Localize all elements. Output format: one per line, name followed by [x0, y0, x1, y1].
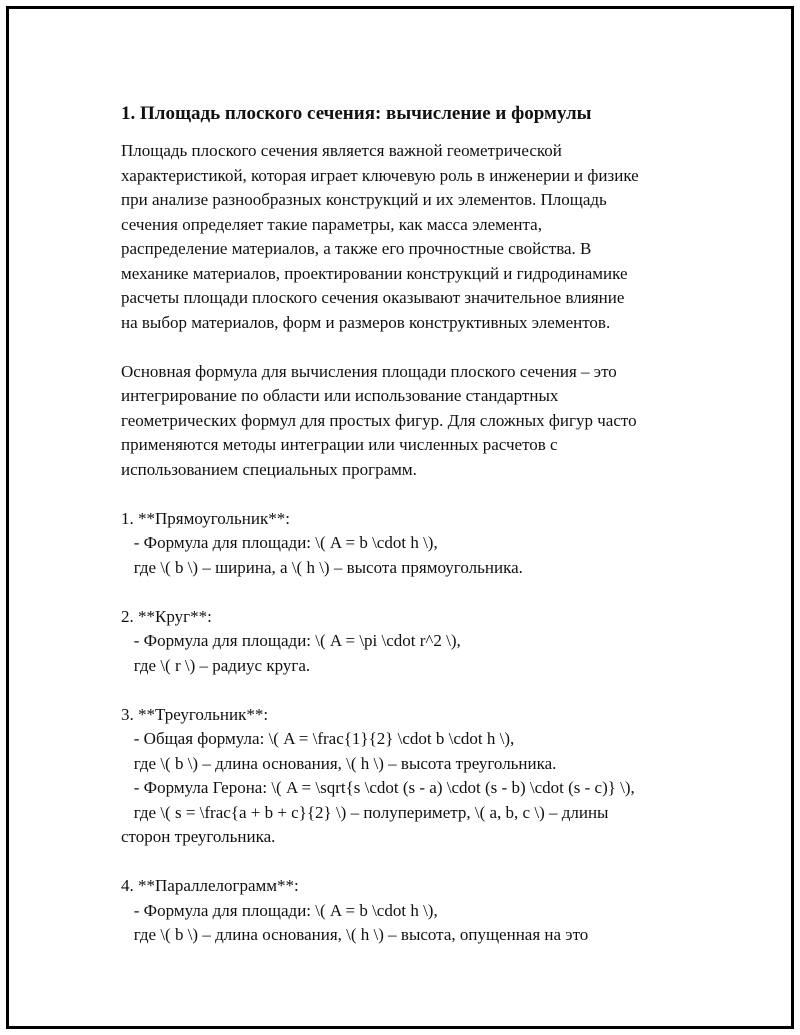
list-spacer — [121, 850, 721, 875]
list-item-circle — [121, 605, 721, 679]
list-item-heading: 2. **Круг**: — [121, 606, 212, 626]
list-item-line: сторон треугольника. — [121, 827, 276, 846]
list-item-line: - Формула Герона: \( A = \sqrt{s \cdot (s - a) \cdot (s - b) \cdot (s - c)} \), — [121, 778, 635, 797]
intro-paragraph: Площадь плоского сечения является важной геометрической характеристикой, которая играет ключевую роль в инженерии и физике при анализе разнообразных конструкций и их элементов. Площадь сечения определяет такие параметры, как масса элемента, распределение материалов, а также его прочностные свойства. В механике материалов, проектировании конструкций и гидродинамике расчеты площади плоского сечения оказывают значительное влияние на выбор материалов, форм и размеров конструктивных элементов. — [121, 141, 639, 332]
document-title: 1. Площадь плоского сечения: вычисление и формулы — [121, 103, 592, 124]
page-frame — [6, 6, 794, 1029]
list-item-parallelogram — [121, 874, 721, 948]
list-item-rectangle — [121, 507, 721, 581]
list-item-heading: 3. **Треугольник**: — [121, 704, 269, 724]
list-item-line: где \( b \) – длина основания, \( h \) – высота треугольника. — [121, 753, 557, 773]
list-item-line: где \( b \) – ширина, а \( h \) – высота прямоугольника. — [121, 557, 523, 577]
list-item-line: - Формула для площади: \( A = b \cdot h \), — [121, 533, 438, 552]
document-body — [121, 101, 721, 948]
list-item-triangle — [121, 703, 721, 850]
list-item-line: где \( r \) – радиус круга. — [121, 655, 311, 675]
list-item-line: - Общая формула: \( A = \frac{1}{2} \cdot b \cdot h \), — [121, 729, 515, 748]
list-item-line: где \( b \) – длина основания, \( h \) – высота, опущенная на это — [121, 925, 589, 944]
list-spacer — [121, 580, 721, 605]
formula-paragraph: Основная формула для вычисления площади плоского сечения – это интегрирование по области или использование стандартных геометрических формул для простых фигур. Для сложных фигур часто применяются методы интеграции или численных расчетов с использованием специальных программ. — [121, 361, 637, 479]
paragraph-spacer — [121, 335, 721, 360]
list-item-heading: 4. **Параллелограмм**: — [121, 876, 299, 895]
list-item-line: - Формула для площади: \( A = \pi \cdot r^2 \), — [121, 631, 461, 650]
paragraph-spacer — [121, 482, 721, 507]
list-item-line: где \( s = \frac{a + b + c}{2} \) – полупериметр, \( a, b, c \) – длины — [121, 802, 609, 822]
list-spacer — [121, 678, 721, 703]
list-item-line: - Формула для площади: \( A = b \cdot h \), — [121, 900, 438, 920]
list-item-heading: 1. **Прямоугольник**: — [121, 508, 290, 528]
